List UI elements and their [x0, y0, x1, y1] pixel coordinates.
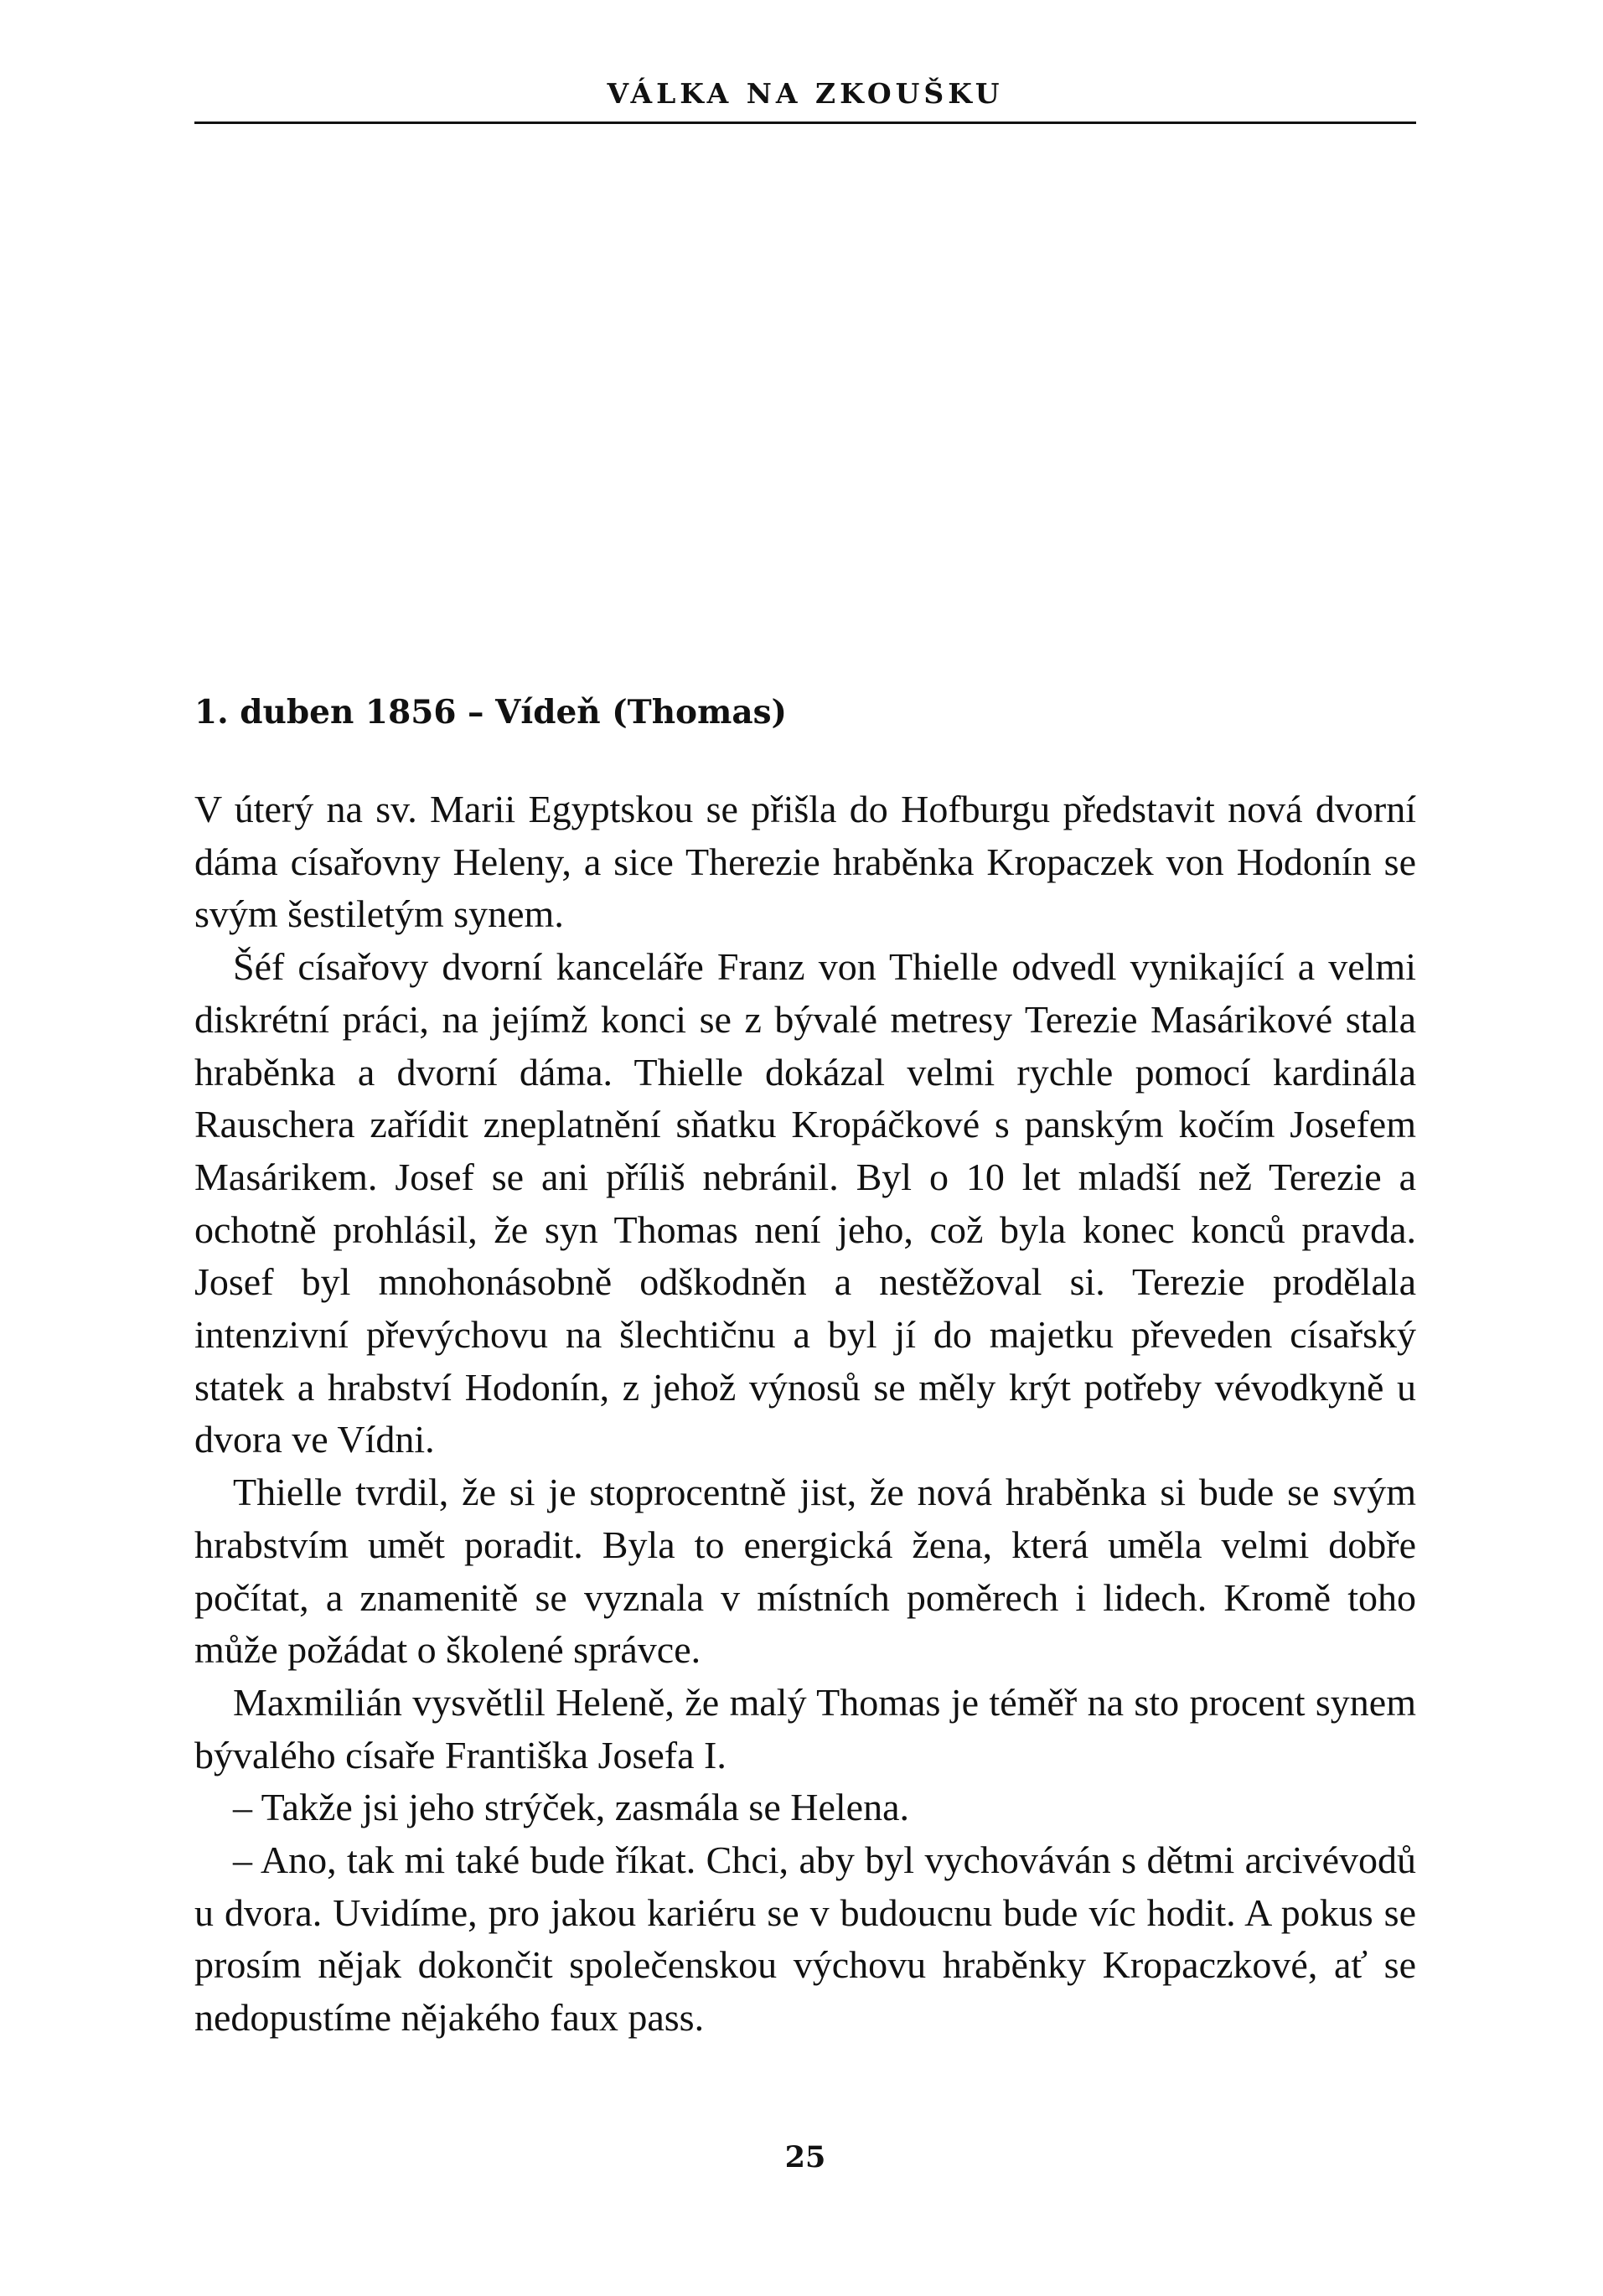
dialogue-line: – Takže jsi jeho strýček, zasmála se Helena.	[233, 1786, 909, 1829]
paragraph: Thielle tvrdil, že si je stoprocentně jist, že nová hraběnka si bude se svým hrabstvím umět poradit. Byla to energická žena, která uměla velmi dobře počítat, a znamenitě se vyznala v místních poměrech i lidech. Kromě toho může požádat o školené správce.	[194, 1471, 1416, 1672]
paragraph: V úterý na sv. Marii Egyptskou se přišla do Hofburgu představit nová dvorní dáma císařovny Heleny, a sice Therezie hraběnka Kropaczek von Hodonín se svým šestiletým synem.	[194, 788, 1416, 936]
page-number: 25	[784, 2140, 826, 2174]
section-title: 1. duben 1856 – Vídeň (Thomas)	[194, 693, 788, 732]
header-rule	[194, 122, 1416, 124]
paragraph: Šéf císařovy dvorní kanceláře Franz von Thielle odvedl vynikající a velmi diskrétní práci, na jejímž konci se z bývalé metresy Terezie Masárikové stala hraběnka a dvorní dáma. Thielle dokázal velmi rychle pomocí kardinála Rauschera zařídit zneplatnění sňatku Kropáčkové s panským kočím Josefem Masárikem. Josef se ani příliš nebránil. Byl o 10 let mladší než Terezie a ochotně prohlásil, že syn Thomas není jeho, což byla konec konců pravda. Josef byl mnohonásobně odškodněn a nestěžoval si. Terezie prodělala intenzivní převýchovu na šlechtičnu a byl jí do majetku převeden císařský statek a hrabství Hodonín, z jehož výnosů se měly krýt potřeby vévodkyně u dvora ve Vídni.	[194, 945, 1416, 1461]
running-head: VÁLKA NA ZKOUŠKU	[607, 77, 1004, 110]
body-text	[194, 783, 1416, 2045]
paragraph: Maxmilián vysvětlil Heleně, že malý Thomas je téměř na sto procent synem bývalého císaře Františka Josefa I.	[194, 1680, 1416, 1776]
dialogue-line: – Ano, tak mi také bude říkat. Chci, aby byl vychováván s dětmi arcivévodů u dvora. Uvidíme, pro jakou kariéru se v budoucnu bude víc hodit. A pokus se prosím nějak dokončit společenskou výchovu hraběnky Kropaczkové, ať se nedopustíme nějakého faux pass.	[194, 1838, 1416, 2040]
